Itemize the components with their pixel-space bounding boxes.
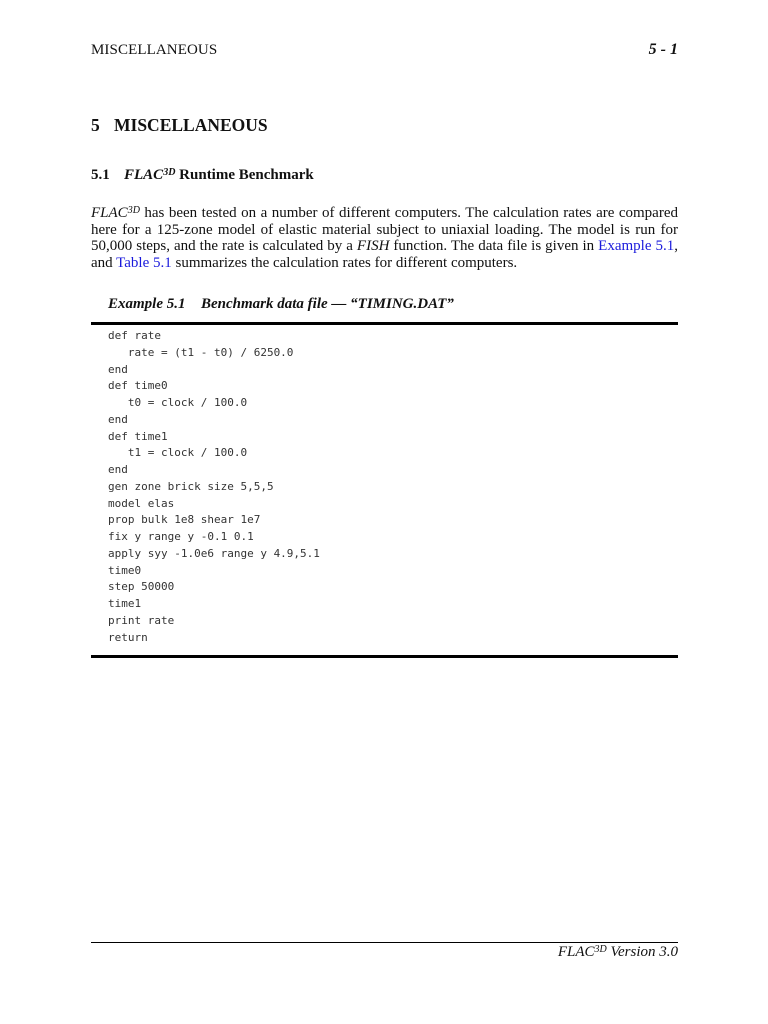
fish-term: FISH <box>356 238 390 255</box>
chapter-title: MISCELLANEOUS <box>114 115 268 135</box>
paragraph-line-3: 50,000 steps, and the rate is calculated by a FISH function. The data file is given in Example 5.1, <box>91 238 678 255</box>
code-line: prop bulk 1e8 shear 1e7 <box>108 513 261 527</box>
chapter-number: 5 <box>91 115 100 135</box>
code-line: fix y range y -0.1 0.1 <box>108 530 254 543</box>
paragraph-line-4: and Table 5.1 summarizes the calculation rates for different computers. <box>91 254 518 271</box>
paragraph-product-name: FLAC <box>91 205 128 221</box>
footer-version-text: Version 3.0 <box>606 944 678 960</box>
paragraph-line-2: here for a 125-zone model of elastic material subject to uniaxial loading. The model is run for <box>91 221 678 238</box>
table-5-1-link[interactable]: Table 5.1 <box>116 254 172 271</box>
code-line: rate = (t1 - t0) / 6250.0 <box>108 345 294 359</box>
code-line: def rate <box>108 329 161 342</box>
running-header-title: MISCELLANEOUS <box>91 42 218 58</box>
footer-rule <box>91 942 678 943</box>
code-line: time1 <box>108 597 142 610</box>
example-caption <box>108 296 454 313</box>
code-line: return <box>108 630 148 644</box>
footer-product-name: FLAC <box>557 944 595 960</box>
example-label: Example 5.1 <box>108 296 186 312</box>
code-line: t0 = clock / 100.0 <box>108 396 248 409</box>
section-number: 5.1 <box>91 167 110 183</box>
paragraph-product-superscript: 3D <box>127 205 140 216</box>
code-line: def time1 <box>108 429 168 443</box>
footer-product-superscript: 3D <box>594 944 607 955</box>
code-line: apply syy -1.0e6 range y 4.9,5.1 <box>108 546 320 560</box>
example-5-1-link[interactable]: Example 5.1 <box>598 238 675 255</box>
footer-version <box>558 944 678 961</box>
code-line: gen zone brick size 5,5,5 <box>108 479 274 493</box>
example-title: Benchmark data file — “TIMING.DAT” <box>201 296 454 312</box>
paragraph-line-1: $FLAC^{3D}$ has been tested on a number of different computers. The calculation rates are compared <box>91 205 678 221</box>
code-line: print rate <box>108 613 175 627</box>
code-line: end <box>108 412 128 426</box>
code-block-bottom-rule <box>91 655 678 658</box>
code-line: time0 <box>108 563 142 577</box>
chapter-heading <box>91 115 268 136</box>
section-heading <box>91 167 314 184</box>
code-line: model elas <box>108 496 175 510</box>
section-product-name: FLAC <box>124 167 164 183</box>
section-title-text: Runtime Benchmark <box>175 167 314 183</box>
code-line: def time0 <box>108 379 168 393</box>
code-line: step 50000 <box>108 580 175 594</box>
intro-paragraph <box>91 205 678 271</box>
code-line: end <box>108 463 128 476</box>
page-number: 5 - 1 <box>648 41 678 58</box>
code-block <box>108 328 320 646</box>
code-block-top-rule <box>91 322 678 325</box>
code-line: end <box>108 362 128 376</box>
code-line: t1 = clock / 100.0 <box>108 446 248 460</box>
section-product-superscript: 3D <box>163 167 176 178</box>
